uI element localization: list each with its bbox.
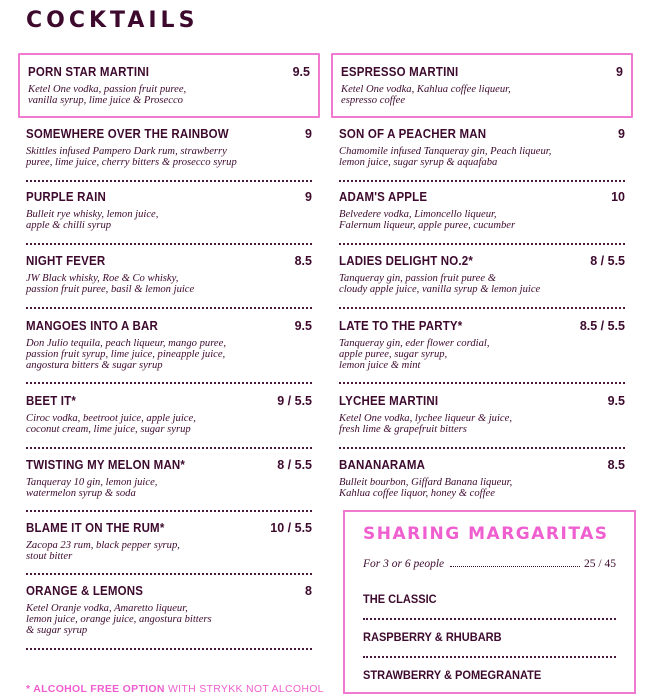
item-price: 8.5 <box>607 458 625 472</box>
item-name: BLAME IT ON THE RUM* <box>26 521 165 535</box>
item-price: 9 <box>305 127 312 141</box>
divider <box>26 180 312 182</box>
divider <box>339 447 625 449</box>
item-price: 8.5 <box>294 254 312 268</box>
item-name: LADIES DELIGHT NO.2* <box>339 254 474 268</box>
sharing-item: STRAWBERRY & POMEGRANATE <box>363 668 542 682</box>
item-description: Tanqueray 10 gin, lemon juice, watermelon syrup & soda <box>26 477 158 499</box>
sharing-margaritas-box <box>343 510 636 694</box>
menu-item-night-fever <box>18 254 320 295</box>
item-description: Belvedere vodka, Limoncello liqueur, Falernum liqueur, apple puree, cucumber <box>339 209 516 231</box>
item-description: Ketel One vodka, Kahlua coffee liqueur, espresso coffee <box>341 84 511 106</box>
sharing-title: SHARING MARGARITAS <box>363 524 609 544</box>
divider <box>26 243 312 245</box>
item-price: 8.5 / 5.5 <box>579 319 625 333</box>
item-name: ORANGE & LEMONS <box>26 584 144 598</box>
menu-item-adams-apple <box>331 190 633 231</box>
divider <box>26 447 312 449</box>
page-title: COCKTAILS <box>26 8 199 33</box>
menu-item-lychee-martini <box>331 394 633 435</box>
item-name: BANANARAMA <box>339 458 426 472</box>
item-description: Ciroc vodka, beetroot juice, apple juice, coconut cream, lime juice, sugar syrup <box>26 413 196 435</box>
item-description: Ketel One vodka, lychee liqueur & juice, fresh lime & grapefruit bitters <box>339 413 512 435</box>
item-price: 9 <box>618 127 625 141</box>
menu-item-twisting-my-melon-man <box>18 458 320 499</box>
item-name: MANGOES INTO A BAR <box>26 319 158 333</box>
menu-item-ladies-delight-no2 <box>331 254 633 295</box>
menu-item-son-of-a-peacher-man <box>331 127 633 168</box>
item-price: 9 <box>616 65 623 79</box>
item-description: Zacopa 23 rum, black pepper syrup, stout bitter <box>26 540 180 562</box>
serves-label: For 3 or 6 people <box>363 558 445 570</box>
item-price: 8 / 5.5 <box>590 254 625 268</box>
item-price: 8 <box>305 584 312 598</box>
divider <box>339 307 625 309</box>
divider <box>26 510 312 512</box>
item-description: Tanqueray gin, eder flower cordial, apple puree, sugar syrup, lemon juice & mint <box>339 338 490 371</box>
sharing-item: THE CLASSIC <box>363 592 437 606</box>
item-name: BEET IT* <box>26 394 77 408</box>
item-description: Ketel One vodka, passion fruit puree, vanilla syrup, lime juice & Prosecco <box>28 84 187 106</box>
divider <box>26 382 312 384</box>
divider <box>26 307 312 309</box>
divider <box>363 618 616 620</box>
item-price: 9.5 <box>294 319 312 333</box>
item-description: Skittles infused Pampero Dark rum, strawberry puree, lime juice, cherry bitters & prosecco syrup <box>26 146 237 168</box>
item-name: LYCHEE MARTINI <box>339 394 439 408</box>
item-name: ADAM'S APPLE <box>339 190 428 204</box>
footnote-rest: WITH STRYKK NOT ALCOHOL <box>167 683 324 695</box>
dot-leader <box>450 566 580 567</box>
menu-item-espresso-martini <box>331 53 633 118</box>
serves-price: 25 / 45 <box>584 558 616 570</box>
item-description: Ketel Oranje vodka, Amaretto liqueur, lemon juice, orange juice, angostura bitters & sugar syrup <box>26 603 212 636</box>
item-price: 9 <box>305 190 312 204</box>
divider <box>26 573 312 575</box>
item-name: PORN STAR MARTINI <box>28 65 150 79</box>
alcohol-free-footnote <box>26 683 324 695</box>
divider <box>26 648 312 650</box>
item-price: 9.5 <box>607 394 625 408</box>
divider <box>363 656 616 658</box>
footnote-bold: * ALCOHOL FREE OPTION <box>26 683 165 695</box>
item-description: Bulleit rye whisky, lemon juice, apple & chilli syrup <box>26 209 159 231</box>
sharing-item: RASPBERRY & RHUBARB <box>363 630 502 644</box>
item-name: SOMEWHERE OVER THE RAINBOW <box>26 127 229 141</box>
serves-row <box>363 558 616 570</box>
menu-item-orange-and-lemons <box>18 584 320 636</box>
item-description: Tanqueray gin, passion fruit puree & cloudy apple juice, vanilla syrup & lemon juice <box>339 273 541 295</box>
item-price: 10 <box>611 190 625 204</box>
item-price: 10 / 5.5 <box>270 521 312 535</box>
item-description: JW Black whisky, Roe & Co whisky, passion fruit puree, basil & lemon juice <box>26 273 195 295</box>
item-name: LATE TO THE PARTY* <box>339 319 463 333</box>
item-name: ESPRESSO MARTINI <box>341 65 459 79</box>
menu-item-late-to-the-party <box>331 319 633 371</box>
item-description: Chamomile infused Tanqueray gin, Peach liqueur, lemon juice, sugar syrup & aquafaba <box>339 146 552 168</box>
divider <box>339 382 625 384</box>
item-price: 9 / 5.5 <box>277 394 312 408</box>
item-price: 9.5 <box>292 65 310 79</box>
item-name: PURPLE RAIN <box>26 190 106 204</box>
item-name: SON OF A PEACHER MAN <box>339 127 487 141</box>
item-description: Bulleit bourbon, Giffard Banana liqueur, Kahlua coffee liquor, honey & coffee <box>339 477 513 499</box>
menu-item-porn-star-martini <box>18 53 320 118</box>
item-price: 8 / 5.5 <box>277 458 312 472</box>
menu-item-somewhere-over-the-rainbow <box>18 127 320 168</box>
item-name: NIGHT FEVER <box>26 254 106 268</box>
divider <box>339 243 625 245</box>
item-description: Don Julio tequila, peach liqueur, mango puree, passion fruit syrup, lime juice, pineapple juice, angostura bitters & sugar syrup <box>26 338 226 371</box>
menu-item-blame-it-on-the-rum <box>18 521 320 562</box>
divider <box>339 180 625 182</box>
menu-item-bananarama <box>331 458 633 499</box>
menu-item-mangoes-into-a-bar <box>18 319 320 371</box>
menu-item-beet-it <box>18 394 320 435</box>
item-name: TWISTING MY MELON MAN* <box>26 458 186 472</box>
menu-item-purple-rain <box>18 190 320 231</box>
